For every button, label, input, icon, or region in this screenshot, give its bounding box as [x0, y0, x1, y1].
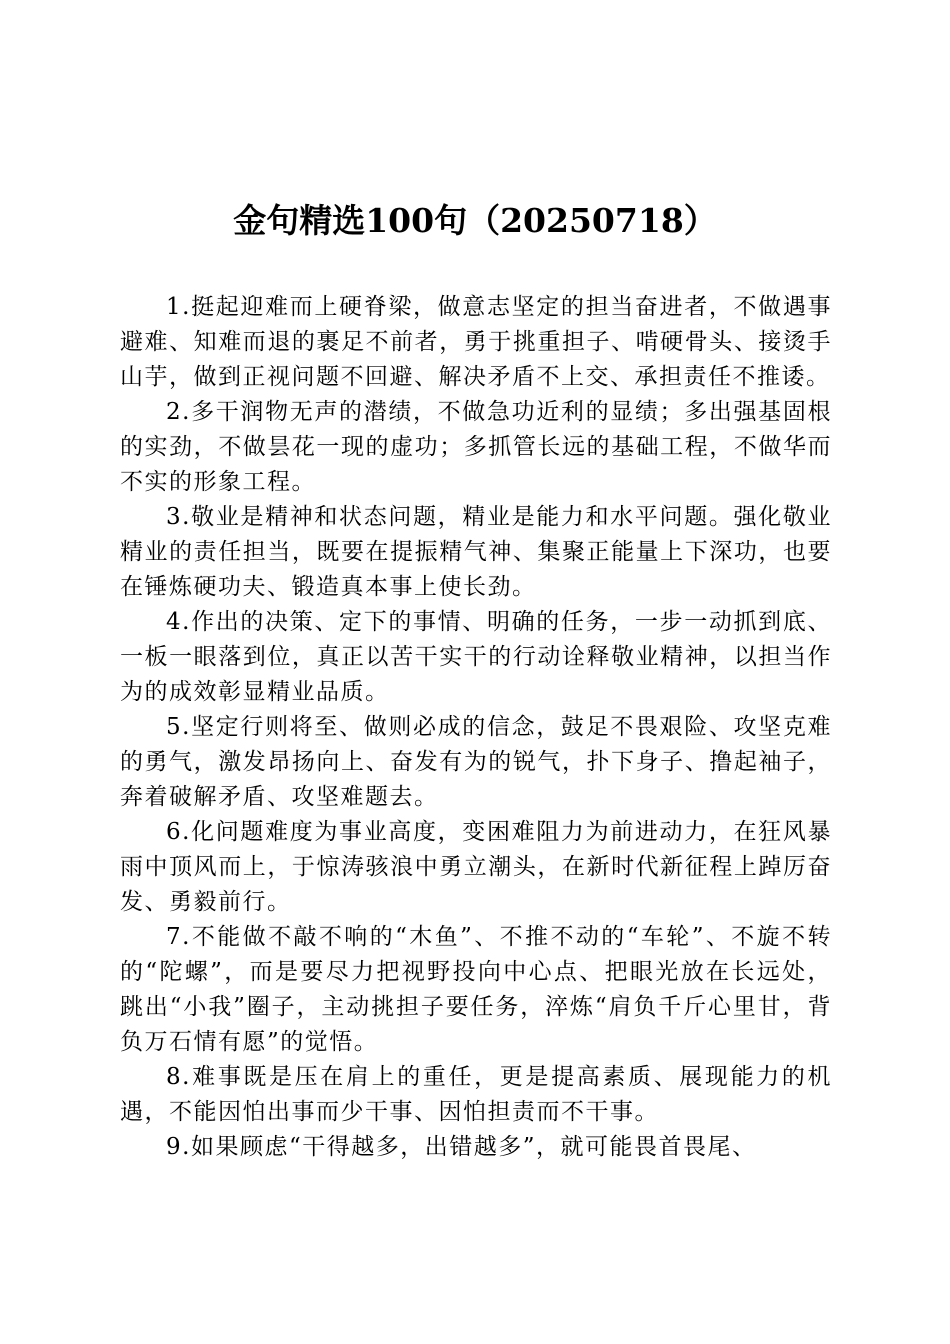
quote-paragraph-6: 6.化问题难度为事业高度，变困难阻力为前进动力，在狂风暴雨中顶风而上，于惊涛骇浪中勇立潮头，在新时代新征程上踔厉奋发、勇毅前行。: [120, 819, 832, 915]
document-title: 金句精选100句（20250718）: [233, 201, 717, 240]
quote-paragraph-1: 1.挺起迎难而上硬脊梁，做意志坚定的担当奋进者，不做遇事避难、知难而退的裹足不前者，勇于挑重担子、啃硬骨头、接烫手山芋，做到正视问题不回避、解决矛盾不上交、承担责任不推诿。: [120, 294, 832, 390]
document-body: [120, 290, 832, 1165]
quote-paragraph-2: 2.多干润物无声的潜绩，不做急功近利的显绩；多出强基固根的实劲，不做昙花一现的虚功；多抓管长远的基础工程，不做华而不实的形象工程。: [120, 399, 832, 495]
quote-paragraph-7: 7.不能做不敲不响的“木鱼”、不推不动的“车轮”、不旋不转的“陀螺”，而是要尽力把视野投向中心点、把眼光放在长远处，跳出“小我”圈子，主动挑担子要任务，淬炼“肩负千斤心里甘，背负万石情有愿”的觉悟。: [120, 924, 832, 1055]
quote-paragraph-3: 3.敬业是精神和状态问题，精业是能力和水平问题。强化敬业精业的责任担当，既要在提振精气神、集聚正能量上下深功，也要在锤炼硬功夫、锻造真本事上使长劲。: [120, 504, 832, 600]
quote-paragraph-8: 8.难事既是压在肩上的重任，更是提高素质、展现能力的机遇，不能因怕出事而少干事、因怕担责而不干事。: [120, 1064, 832, 1125]
quote-paragraph-5: 5.坚定行则将至、做则必成的信念，鼓足不畏艰险、攻坚克难的勇气，激发昂扬向上、奋发有为的锐气，扑下身子、撸起袖子，奔着破解矛盾、攻坚难题去。: [120, 714, 832, 810]
quote-paragraph-4: 4.作出的决策、定下的事情、明确的任务，一步一动抓到底、一板一眼落到位，真正以苦干实干的行动诠释敬业精神，以担当作为的成效彰显精业品质。: [120, 609, 832, 705]
quote-paragraph-9: 9.如果顾虑“干得越多，出错越多”，就可能畏首畏尾、: [166, 1134, 757, 1160]
